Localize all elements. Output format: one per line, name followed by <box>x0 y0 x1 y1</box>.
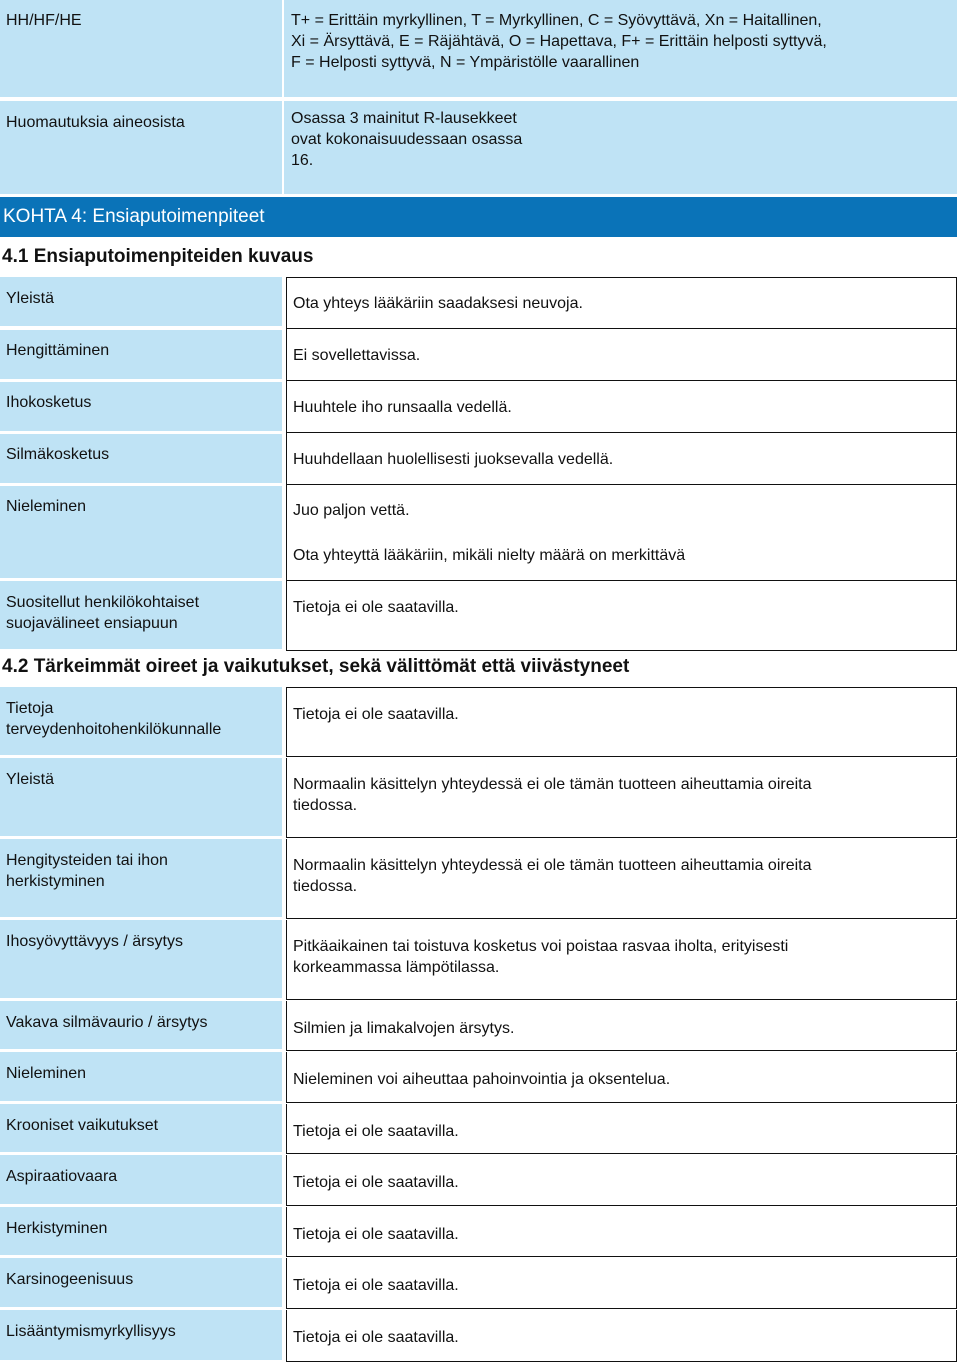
subsection-title-4-1: 4.1 Ensiaputoimenpiteiden kuvaus <box>2 246 314 267</box>
first-aid-label-skin <box>0 382 282 431</box>
notes-value-line: ovat kokonaisuudessaan osassa <box>291 131 523 148</box>
first-aid-value-skin: Huuhtele iho runsaalla vedellä. <box>293 399 512 416</box>
notes-value-line: Osassa 3 mainitut R-lausekkeet <box>291 110 517 127</box>
symptom-label-cell <box>0 920 282 998</box>
symptom-value-line: korkeammassa lämpötilassa. <box>293 959 500 976</box>
symptom-value <box>286 1224 957 1245</box>
symptom-label-line: herkistyminen <box>6 873 105 890</box>
symptom-value-line: Tietoja ei ole saatavilla. <box>293 1123 459 1140</box>
symptom-label-cell <box>0 1207 282 1255</box>
symptom-value-line: tiedossa. <box>293 878 358 895</box>
symptom-value-line: Pitkäaikainen tai toistuva kosketus voi poistaa rasvaa iholta, erityisesti <box>293 938 789 955</box>
symptom-value <box>286 1121 957 1142</box>
symptom-label-line: Herkistyminen <box>6 1220 108 1237</box>
symptom-label-line: Vakava silmävaurio / ärsytys <box>6 1014 208 1031</box>
hh-value-line: Xi = Ärsyttävä, E = Räjähtävä, O = Hapettava, F+ = Erittäin helposti syttyvä, <box>291 33 827 50</box>
symptom-label-cell <box>0 1052 282 1101</box>
symptom-value-line: Tietoja ei ole saatavilla. <box>293 706 459 723</box>
subsection-title-4-2: 4.2 Tärkeimmät oireet ja vaikutukset, sekä välittömät että viivästyneet <box>2 656 630 677</box>
symptom-value-line: tiedossa. <box>293 797 358 814</box>
symptom-label-line: Karsinogeenisuus <box>6 1271 134 1288</box>
hh-value-line: F = Helposti syttyvä, N = Ympäristölle vaarallinen <box>291 54 640 71</box>
first-aid-label-text: Yleistä <box>6 290 55 307</box>
symptom-value-line: Normaalin käsittelyn yhteydessä ei ole tämän tuotteen aiheuttamia oireita <box>293 857 812 874</box>
symptom-label-line: Nieleminen <box>6 1065 87 1082</box>
symptom-label-line: Aspiraatiovaara <box>6 1168 118 1185</box>
symptom-label-cell <box>0 758 282 836</box>
hh-value-line: T+ = Erittäin myrkyllinen, T = Myrkyllinen, C = Syövyttävä, Xn = Haitallinen, <box>291 12 822 29</box>
symptom-label-line: Yleistä <box>6 771 55 788</box>
notes-value-cell <box>284 101 957 194</box>
hh-value-cell <box>284 0 957 97</box>
symptom-label-cell <box>0 1258 282 1307</box>
first-aid-label-inhalation <box>0 330 282 379</box>
first-aid-value-ingestion-2: Ota yhteyttä lääkäriin, mikäli nielty määrä on merkittävä <box>293 547 686 564</box>
symptom-value-line: Tietoja ei ole saatavilla. <box>293 1329 459 1346</box>
ppe-label-cell <box>0 581 282 649</box>
symptom-label-line: Krooniset vaikutukset <box>6 1117 159 1134</box>
first-aid-value-general: Ota yhteys lääkäriin saadaksesi neuvoja. <box>293 295 583 312</box>
symptom-value-line: Normaalin käsittelyn yhteydessä ei ole tämän tuotteen aiheuttamia oireita <box>293 776 812 793</box>
first-aid-label-eye <box>0 434 282 483</box>
ppe-value: Tietoja ei ole saatavilla. <box>293 599 459 616</box>
symptom-label-cell <box>0 1310 282 1360</box>
symptom-label-cell <box>0 1001 282 1049</box>
symptom-value-line: Silmien ja limakalvojen ärsytys. <box>293 1020 515 1037</box>
notes-label-cell <box>0 101 282 194</box>
hh-label: HH/HF/HE <box>6 12 82 29</box>
first-aid-value-ingestion: Juo paljon vettä. <box>293 502 410 519</box>
first-aid-value-eye: Huuhdellaan huolellisesti juoksevalla vedellä. <box>293 451 614 468</box>
symptom-label-line: Tietoja <box>6 700 54 717</box>
ppe-label-line: suojavälineet ensiapuun <box>6 615 178 632</box>
symptom-value <box>286 1018 957 1039</box>
symptom-label-cell <box>0 1155 282 1204</box>
symptom-value-line: Tietoja ei ole saatavilla. <box>293 1174 459 1191</box>
ppe-label-line: Suositellut henkilökohtaiset <box>6 594 200 611</box>
symptom-label-cell <box>0 1104 282 1152</box>
symptom-value <box>286 774 957 816</box>
notes-label: Huomautuksia aineosista <box>6 114 185 131</box>
symptom-label-line: Ihosyövyttävyys / ärsytys <box>6 933 183 950</box>
first-aid-label-text: Hengittäminen <box>6 342 110 359</box>
first-aid-label-text: Silmäkosketus <box>6 446 110 463</box>
symptom-label-line: terveydenhoitohenkilökunnalle <box>6 721 222 738</box>
symptom-value-line: Tietoja ei ole saatavilla. <box>293 1226 459 1243</box>
symptom-value <box>286 855 957 897</box>
hh-label-cell <box>0 0 282 97</box>
symptom-value <box>286 936 957 978</box>
symptom-value <box>286 1327 957 1348</box>
notes-value-line: 16. <box>291 152 314 169</box>
first-aid-label-general <box>0 277 282 326</box>
symptom-value-line: Nieleminen voi aiheuttaa pahoinvointia ja oksentelua. <box>293 1071 671 1088</box>
symptom-value-line: Tietoja ei ole saatavilla. <box>293 1277 459 1294</box>
first-aid-label-text: Nieleminen <box>6 498 87 515</box>
first-aid-label-ingestion <box>0 486 282 578</box>
symptom-value <box>286 1275 957 1296</box>
section-header: KOHTA 4: Ensiaputoimenpiteet <box>0 197 957 237</box>
symptom-value <box>286 1069 957 1090</box>
symptom-value <box>286 704 957 725</box>
symptom-label-line: Lisääntymismyrkyllisyys <box>6 1323 176 1340</box>
first-aid-label-text: Ihokosketus <box>6 394 92 411</box>
symptom-label-cell <box>0 687 282 755</box>
symptom-label-cell <box>0 839 282 917</box>
symptom-value <box>286 1172 957 1193</box>
symptom-label-line: Hengitysteiden tai ihon <box>6 852 168 869</box>
first-aid-value-inhalation: Ei sovellettavissa. <box>293 347 421 364</box>
